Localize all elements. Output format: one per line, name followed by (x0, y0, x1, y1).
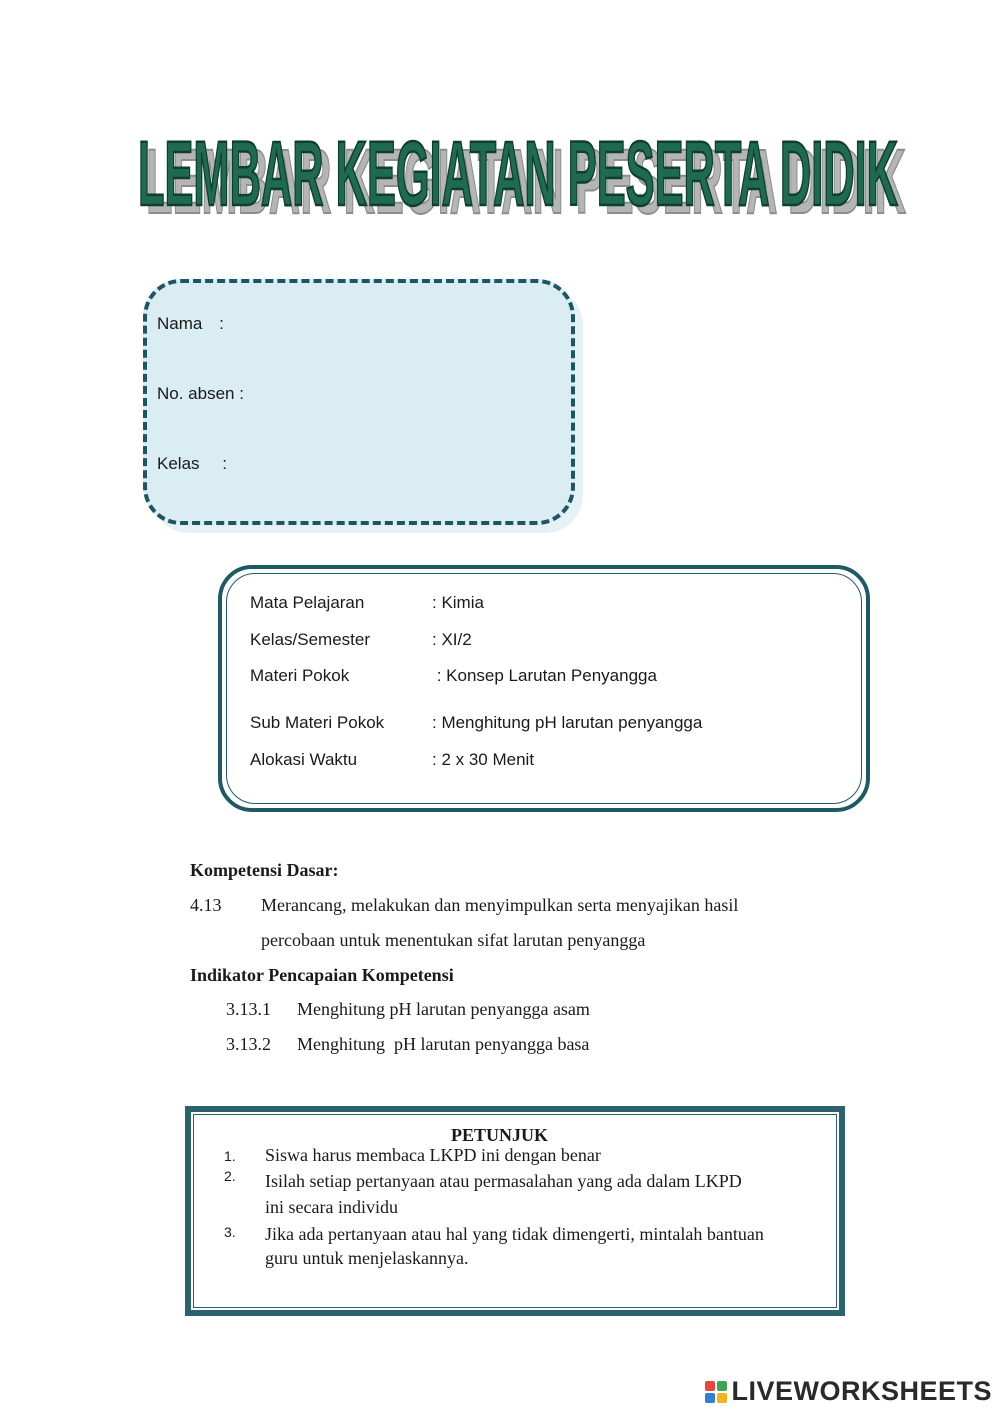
subject-value: : XI/2 (432, 630, 472, 649)
subject-value: : Kimia (432, 593, 484, 612)
subject-label: Materi Pokok (250, 666, 350, 685)
petunjuk-text-continued: guru untuk menjelaskannya. (265, 1248, 469, 1268)
nama-colon: : (219, 314, 224, 333)
petunjuk-number: 2. (224, 1168, 236, 1184)
absen-row (157, 384, 244, 404)
indikator-heading: Indikator Pencapaian Kompetensi (190, 965, 454, 985)
petunjuk-text-continued: ini secara individu (265, 1197, 398, 1217)
indikator-text: Menghitung pH larutan penyangga asam (297, 999, 590, 1019)
indikator-number: 3.13.1 (226, 999, 271, 1019)
absen-label: No. absen : (157, 384, 244, 403)
indikator-text: Menghitung pH larutan penyangga basa (297, 1034, 590, 1054)
title-shadow: LEMBAR KEGIATAN PESERTA DIDIK (146, 131, 906, 233)
logo-tile (717, 1381, 727, 1391)
subject-value: : Konsep Larutan Penyangga (432, 666, 657, 685)
kompetensi-number: 4.13 (190, 895, 222, 915)
subject-value: : Menghitung pH larutan penyangga (432, 713, 703, 732)
subject-label: Mata Pelajaran (250, 593, 365, 612)
nama-row (157, 314, 224, 334)
liveworksheets-logo (705, 1376, 992, 1407)
petunjuk-text: Isilah setiap pertanyaan atau permasalahan yang ada dalam LKPD (265, 1171, 742, 1191)
subject-label: Kelas/Semester (250, 630, 370, 649)
kelas-row (157, 454, 227, 474)
subject-label: Sub Materi Pokok (250, 713, 385, 732)
liveworksheets-wordmark: LIVEWORKSHEETS (731, 1376, 992, 1406)
kelas-label: Kelas (157, 454, 200, 473)
indikator-number: 3.13.2 (226, 1034, 271, 1054)
logo-tile (705, 1393, 715, 1403)
petunjuk-text: Jika ada pertanyaan atau hal yang tidak dimengerti, mintalah bantuan (265, 1224, 764, 1244)
kompetensi-line-1: Merancang, melakukan dan menyimpulkan serta menyajikan hasil (261, 895, 739, 915)
worksheet-title (130, 85, 910, 235)
logo-tile (705, 1381, 715, 1391)
subject-value: : 2 x 30 Menit (432, 750, 535, 769)
subject-info-box (218, 565, 870, 812)
kompetensi-heading: Kompetensi Dasar: (190, 860, 339, 880)
petunjuk-text: Siswa harus membaca LKPD ini dengan benar (265, 1145, 601, 1165)
petunjuk-heading: PETUNJUK (451, 1125, 549, 1145)
petunjuk-number: 1. (224, 1148, 236, 1164)
kelas-colon: : (222, 454, 227, 473)
subject-label: Alokasi Waktu (250, 750, 358, 769)
logo-tile (717, 1393, 727, 1403)
nama-label: Nama (157, 314, 203, 333)
liveworksheets-icon (705, 1381, 727, 1403)
title-text: LEMBAR KEGIATAN PESERTA DIDIK (138, 123, 898, 225)
petunjuk-number: 3. (224, 1224, 236, 1240)
identity-box (143, 279, 575, 525)
kompetensi-line-2: percobaan untuk menentukan sifat larutan penyangga (261, 930, 646, 950)
